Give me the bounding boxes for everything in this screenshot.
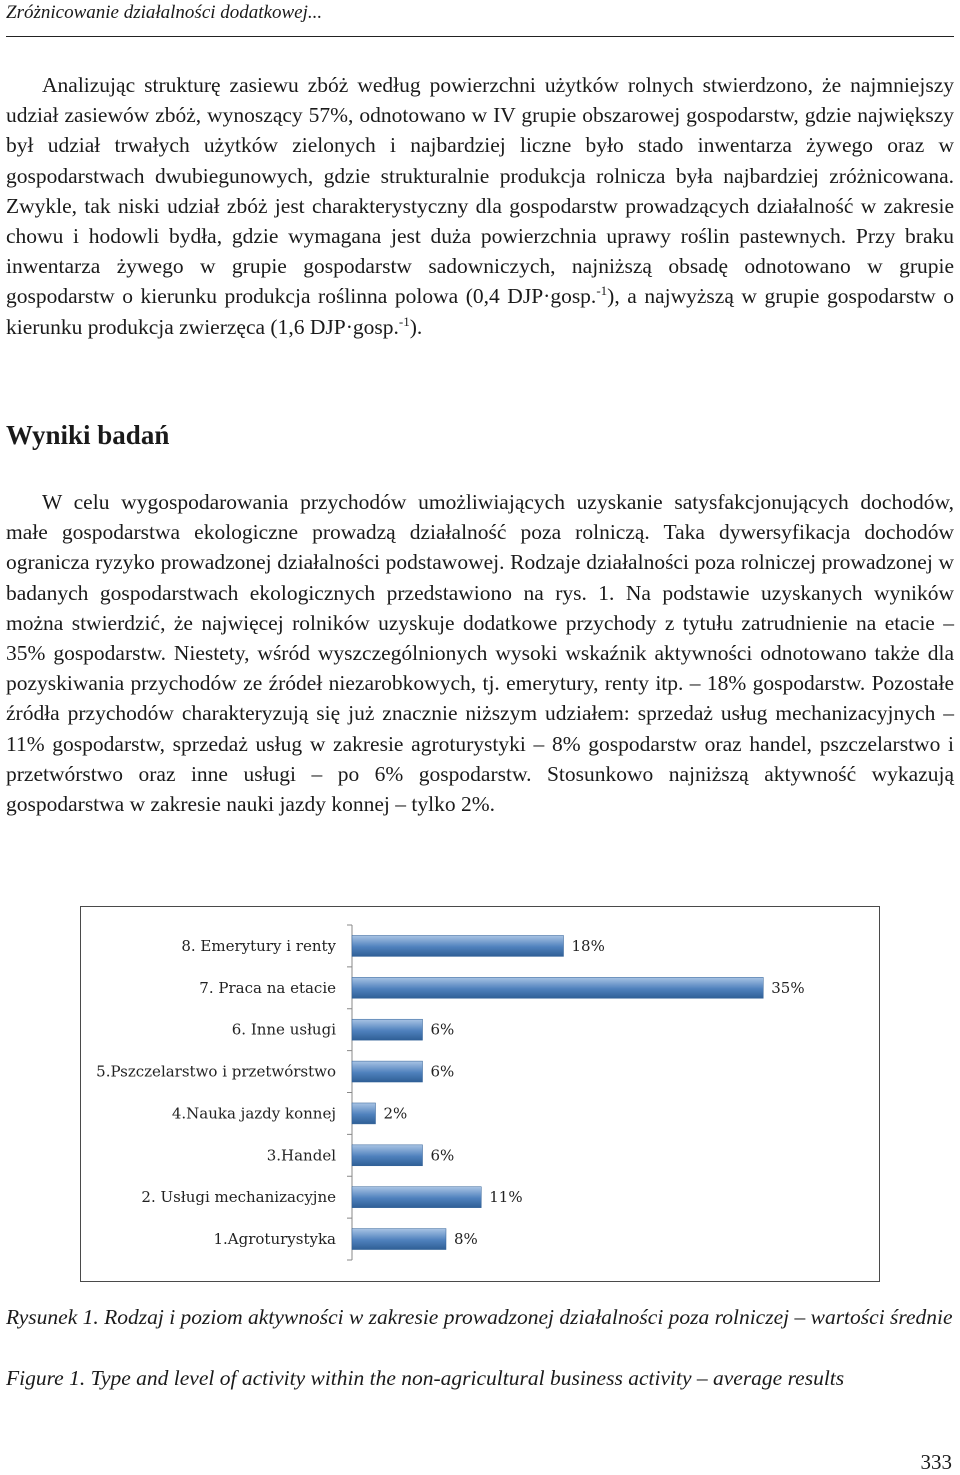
bar: [352, 977, 763, 998]
data-label: 6%: [430, 1146, 455, 1165]
paragraph-1-superscript-2: -1: [398, 313, 410, 329]
data-label: 2%: [383, 1104, 408, 1123]
bar: [352, 935, 564, 956]
paragraph-1-text: Analizując strukturę zasiewu zbóż według powierzchni użytków rolnych stwierdzono, że najmniejszy udział zasiewów zbóż, wynoszący 57%, odnotowano w IV grupie obszarowej gospodarstw, gdzie największy był udział trwałych użytków zielonych i najbardziej liczne było stado inwentarza żywego oraz w gospodarstwach dwubiegunowych, gdzie strukturalnie produkcja rolnicza była najbardziej zróżnicowana. Zwykle, tak niski udział zbóż jest charakterystyczny dla gospodarstw prowadzących działalność w zakresie chowu i hodowli bydła, gdzie wymagana jest duża powierzchnia uprawy roślin pastewnych. Przy braku inwentarza żywego w grupie gospodarstw sadowniczych, najniższą obsadę odnotowano w grupie gospodarstw o kierunku produkcja roślinna polowa (0,4 DJP·gosp.: [6, 73, 954, 309]
bar: [352, 1229, 446, 1250]
data-label: 6%: [430, 1020, 455, 1039]
chart-frame: [80, 906, 880, 1282]
header-rule: [6, 36, 954, 37]
paragraph-1-end: ).: [409, 314, 423, 339]
paragraph-1-mid: ), a najwyższą w grupie gospodarstw o kierunku produkcja zwierzęca (1,6 DJP·gosp.: [6, 284, 954, 339]
page-number: 333: [920, 1450, 952, 1474]
paragraph-1-superscript-1: -1: [596, 283, 608, 299]
data-label: 6%: [430, 1062, 455, 1081]
data-label: 35%: [771, 978, 805, 997]
running-header: Zróżnicowanie działalności dodatkowej...: [6, 2, 323, 23]
category-label: 3.Handel: [266, 1146, 336, 1165]
category-label: 7. Praca na etacie: [199, 978, 336, 997]
data-label: 18%: [571, 936, 605, 955]
bar: [352, 1061, 423, 1082]
bar: [352, 1019, 423, 1040]
paragraph-results: W celu wygospodarowania przychodów umożliwiających uzyskanie satysfakcjonujących dochodów, małe gospodarstwa ekologiczne prowadzą działalność poza rolniczą. Taka dywersyfikacja dochodów ogranicza ryzyko prowadzonej działalności podstawowej. Rodzaje działalności poza rolniczej prowadzonej w badanych gospodarstwach ekologicznych przedstawiono na rys. 1. Na podstawie uzyskanych wyników można stwierdzić, że najwięcej rolników uzyskuje dodatkowe przychody z tytułu zatrudnienie na etacie – 35% gospodarstw. Niestety, wśród wyszczególnionych wysoki wskaźnik aktywności odnotowano także dla pozyskiwania przychodów ze źródeł niezarobkowych, tj. emerytury, renty itp. – 18% gospodarstw. Pozostałe źródła przychodów charakteryzują się już znacznie niższym udziałem: sprzedaż usług mechanizacyjnych – 11% gospodarstw, sprzedaż usług w zakresie agroturystyki – 8% gospodarstw oraz handel, pszczelarstwo i przetwórstwo oraz inne usługi – po 6% gospodarstw. Stosunkowo najniższą aktywność wykazują gospodarstwa w zakresie nauki jazdy konnej – tylko 2%.: [6, 490, 954, 817]
category-label: 5.Pszczelarstwo i przetwórstwo: [96, 1062, 336, 1081]
bar: [352, 1187, 481, 1208]
category-label: 8. Emerytury i renty: [181, 936, 336, 955]
bar: [352, 1145, 423, 1166]
data-label: 8%: [454, 1230, 478, 1249]
data-label: 11%: [489, 1188, 523, 1207]
paragraph-structure-analysis: [6, 70, 954, 342]
category-label: 2. Usługi mechanizacyjne: [141, 1188, 336, 1207]
category-label: 6. Inne usługi: [231, 1020, 336, 1039]
category-label: 1.Agroturystyka: [213, 1230, 336, 1249]
figure-caption-polish: Rysunek 1. Rodzaj i poziom aktywności w zakresie prowadzonej działalności poza rolniczej – wartości średnie: [6, 1305, 953, 1329]
figure-caption-english: Figure 1. Type and level of activity within the non-agricultural business activity – average results: [6, 1366, 845, 1390]
section-title: Wyniki badań: [6, 420, 170, 450]
category-label: 4.Nauka jazdy konnej: [171, 1104, 336, 1123]
bar: [352, 1103, 376, 1124]
activity-bar-chart: [81, 907, 878, 1280]
